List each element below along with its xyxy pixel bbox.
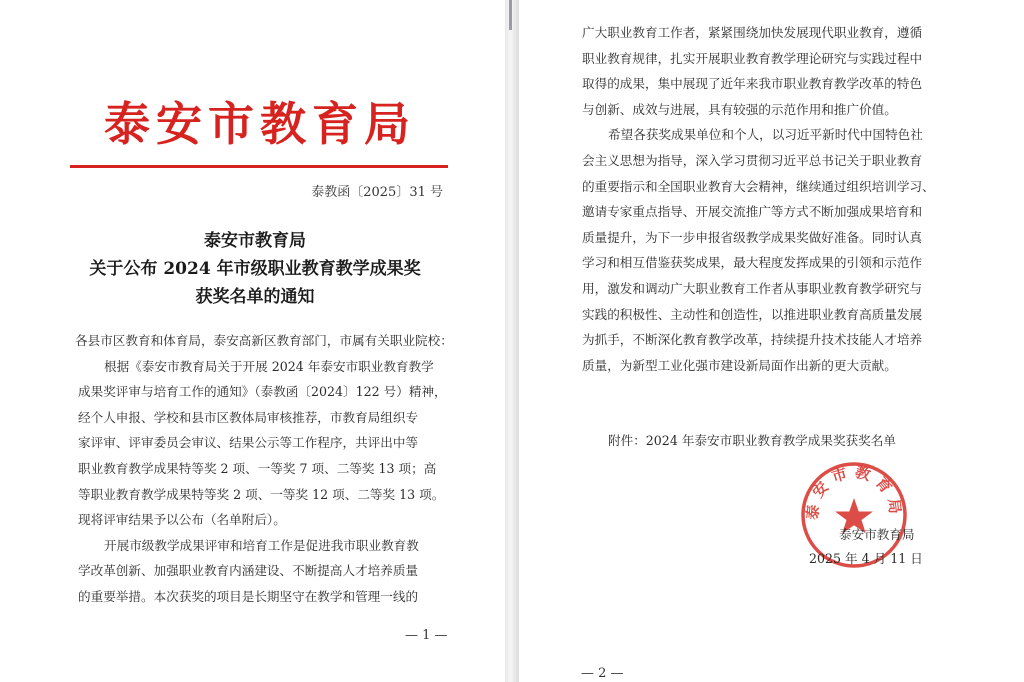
body-line: 学改革创新、加强职业教育内涵建设、不断提高人才培养质量 [78, 563, 419, 579]
page-number-1: — 1 — [405, 628, 448, 643]
document-page-2 [519, 0, 1024, 682]
notice-title-line-3: 获奖名单的通知 [195, 287, 315, 307]
signature-organization: 泰安市教育局 [839, 527, 915, 542]
attachment-note: 附件：2024 年泰安市职业教育教学成果奖获奖名单 [608, 433, 896, 448]
page2-body [582, 20, 935, 378]
body-line: 家评审、评审委员会审议、结果公示等工作程序，共评出中等 [78, 435, 419, 451]
body-line: 希望各获奖成果单位和个人，以习近平新时代中国特色社 [608, 127, 923, 143]
body-line: 为抓手，不断深化教育教学改革，持续提升技术技能人才培养 [582, 332, 923, 348]
letterhead-red-line [70, 165, 448, 168]
body-line: 实践的积极性、主动性和创造性，以推进职业教育高质量发展 [582, 306, 923, 322]
body-line: 等职业教育教学成果特等奖 2 项、一等奖 12 项、二等奖 13 项。 [78, 486, 445, 502]
binding-mark [509, 0, 512, 30]
document-number: 泰教函〔2025〕31 号 [311, 185, 443, 200]
body-line: 取得的成果，集中展现了近年来我市职业教育教学改革的特色 [582, 76, 923, 92]
body-line: 质量提升，为下一步申报省级教学成果奖做好准备。同时认真 [582, 229, 923, 245]
body-line: 经个人申报、学校和县市区教体局审核推荐，市教育局组织专 [78, 409, 419, 425]
body-line: 用，激发和调动广大职业教育工作者从事职业教育教学研究与 [582, 280, 923, 296]
body-line: 现将评审结果予以公布（名单附后）。 [78, 512, 286, 528]
body-line: 职业教育规律，扎实开展职业教育教学理论研究与实践过程中 [582, 50, 923, 66]
notice-title-line-1: 泰安市教育局 [204, 231, 306, 251]
page1-body [75, 328, 453, 610]
body-line: 会主义思想为指导，深入学习贯彻习近平总书记关于职业教育 [582, 152, 923, 168]
body-line: 职业教育教学成果特等奖 2 项、一等奖 7 项、二等奖 13 项；高 [78, 460, 437, 476]
body-line: 与创新、成效与进展，具有较强的示范作用和推广价值。 [582, 101, 897, 117]
notice-title-line-2: 关于公布 2024 年市级职业教育教学成果奖 [89, 259, 421, 279]
body-line: 学习和相互借鉴获奖成果，最大程度发挥成果的引领和示范作 [582, 255, 923, 271]
body-line: 广大职业教育工作者，紧紧围绕加快发展现代职业教育，遵循 [582, 25, 923, 40]
letterhead-title: 泰安市教育局 [104, 97, 416, 151]
body-line: 的重要举措。本次获奖的项目是长期坚守在教学和管理一线的 [78, 588, 419, 604]
page-gutter [505, 0, 519, 682]
page-number-2: — 2 — [581, 666, 624, 681]
body-line: 成果奖评审与培育工作的通知》（泰教函〔2024〕122 号）精神， [78, 384, 447, 400]
signature-date: 2025 年 4 月 11 日 [809, 551, 923, 566]
svg-text:泰安市教育局: 泰安市教育局 [803, 462, 905, 521]
salutation: 各县市区教育和体育局，泰安高新区教育部门，市属有关职业院校： [75, 333, 453, 348]
body-line: 的重要指示和全国职业教育大会精神，继续通过组织培训学习、 [582, 178, 935, 194]
document-page-1 [0, 0, 505, 682]
body-line: 质量，为新型工业化强市建设新局面作出新的更大贡献。 [582, 357, 897, 373]
body-line: 邀请专家重点指导、开展交流推广等方式不断加强成果培育和 [582, 204, 923, 220]
body-line: 开展市级教学成果评审和培育工作是促进我市职业教育教 [104, 537, 419, 553]
body-line: 根据《泰安市教育局关于开展 2024 年泰安市职业教育教学 [104, 358, 434, 374]
